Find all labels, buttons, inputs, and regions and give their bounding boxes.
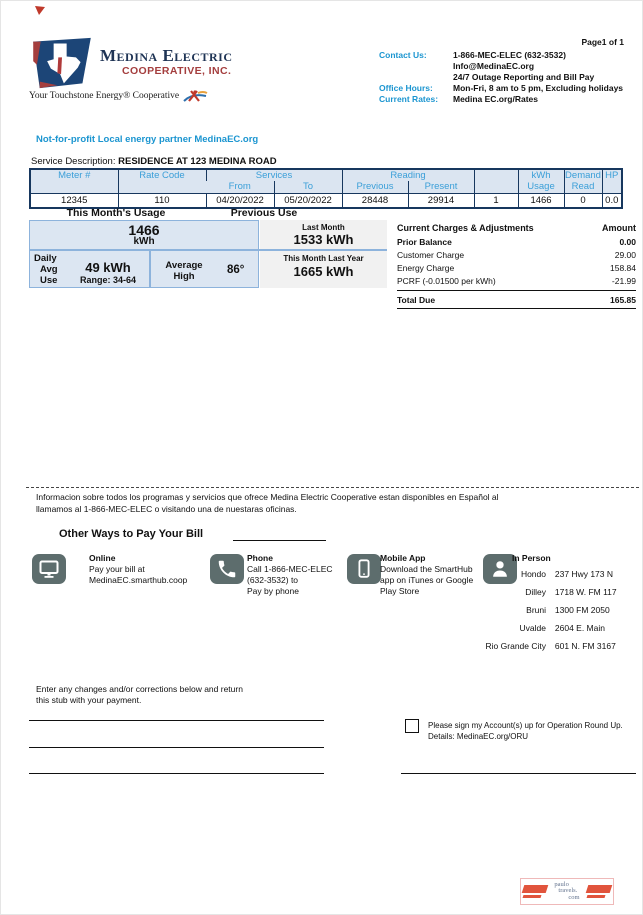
current-rates-value: Medina EC.org/Rates — [453, 94, 539, 104]
current-rates-label: Current Rates: — [379, 94, 439, 104]
previous-use-title: Previous Use — [230, 207, 298, 219]
mobile-app-method: Mobile App Download the SmartHub app on iTunes or Google Play Store — [380, 553, 474, 596]
last-year-value: 1665 kWh — [293, 264, 354, 279]
service-to: 05/20/2022 — [274, 194, 342, 208]
daily-label: Daily — [34, 253, 57, 264]
phone-icon — [216, 558, 238, 580]
charges-bottom-rule — [397, 308, 636, 309]
multiplier: 1 — [474, 194, 518, 208]
location-row: Hondo 237 Hwy 173 N — [520, 569, 614, 579]
phone-title: Phone — [247, 553, 273, 563]
operation-round-up-checkbox[interactable] — [405, 719, 419, 733]
col-meter: Meter # — [30, 169, 118, 194]
texas-emblem-icon — [29, 37, 95, 89]
last-month-value: 1533 kWh — [293, 232, 354, 247]
col-hp: HP — [602, 169, 622, 194]
charges-header-amount: Amount — [602, 223, 636, 233]
signature-line[interactable] — [401, 773, 636, 774]
correction-line-1[interactable] — [29, 720, 324, 721]
in-person-title: In Person — [512, 553, 551, 563]
col-multiplier — [474, 169, 518, 194]
contact-us-label: Contact Us: — [379, 50, 427, 60]
in-person-locations — [478, 564, 617, 654]
watermark-left-bars — [523, 885, 547, 898]
office-hours-label: Office Hours: — [379, 83, 433, 93]
online-tile — [32, 554, 66, 584]
col-previous: Previous — [342, 181, 408, 194]
tagline-text: Your Touchstone Energy® Cooperative — [29, 91, 180, 101]
average-high-label-2: High — [173, 271, 195, 282]
reading-previous: 28448 — [342, 194, 408, 208]
stub-instructions: Enter any changes and/or corrections below and return this stub with your payment. — [36, 684, 243, 705]
total-due-row — [397, 291, 636, 308]
col-present: Present — [408, 181, 474, 194]
charges-header — [397, 223, 636, 237]
location-row: Bruni 1300 FM 2050 — [526, 605, 610, 615]
service-from: 04/20/2022 — [206, 194, 274, 208]
total-due-amount: 165.85 — [610, 295, 636, 305]
contact-email: Info@MedinaEC.org — [453, 61, 535, 71]
operation-round-up-label: Please sign my Account(s) up for Operation Round Up. Details: MedinaEC.org/ORU — [428, 721, 623, 741]
location-row: Rio Grande City 601 N. FM 3167 — [485, 641, 616, 651]
location-row: Uvalde 2604 E. Main — [519, 623, 605, 633]
watermark-right-bars — [587, 885, 611, 898]
corner-mark-icon — [34, 5, 46, 16]
dashed-separator — [26, 487, 639, 488]
hp: 0.0 — [602, 194, 622, 208]
use-label: Use — [40, 275, 58, 286]
monitor-icon — [37, 557, 61, 581]
contact-outage: 24/7 Outage Reporting and Bill Pay — [453, 72, 595, 82]
col-to: To — [274, 181, 342, 194]
online-title: Online — [89, 553, 116, 563]
charge-row-pcrf: PCRF (-0.01500 per kWh) -21.99 — [397, 276, 636, 286]
touchstone-icon — [182, 89, 208, 103]
kwh-usage: 1466 — [518, 194, 564, 208]
correction-line-2[interactable] — [29, 747, 324, 748]
usage-kwh-value: 1466 — [128, 222, 160, 238]
col-from: From — [206, 181, 274, 194]
usage-divider-h — [29, 249, 387, 251]
daily-avg-value: 49 kWh — [85, 260, 131, 275]
smartphone-icon — [353, 558, 375, 580]
phone-tile — [210, 554, 244, 584]
watermark — [520, 878, 614, 905]
last-year-label: This Month Last Year — [283, 254, 364, 263]
location-row: Dilley 1718 W. FM 117 — [525, 587, 617, 597]
usage-divider-v — [149, 251, 151, 288]
correction-line-3[interactable] — [29, 773, 324, 774]
last-month-label: Last Month — [302, 223, 345, 232]
meter-table — [29, 168, 623, 209]
mobile-app-title: Mobile App — [380, 553, 426, 563]
not-for-profit-notice: Not-for-profit Local energy partner MedinaEC.org — [36, 134, 259, 145]
reading-present: 29914 — [408, 194, 474, 208]
total-due-label: Total Due — [397, 295, 436, 305]
mobile-app-tile — [347, 554, 381, 584]
page-number: Page1 of 1 — [581, 37, 624, 47]
col-demand-read: Demand Read — [565, 170, 601, 192]
rate-code: 110 — [118, 194, 206, 208]
touchstone-tagline — [29, 89, 208, 103]
logo-title: Medina Electric — [100, 46, 233, 65]
charges-panel — [397, 223, 636, 309]
avg-label: Avg — [40, 264, 58, 275]
spanish-notice: Informacion sobre todos los programas y servicios que ofrece Medina Electric Cooperative estan disponibles en Español al llamamos al 1-866-MEC-ELEC o visitando una de nuestaras oficinas. — [36, 492, 499, 514]
charge-row-customer-charge: Customer Charge 29.00 — [397, 250, 636, 260]
col-reading: Reading — [342, 169, 474, 181]
charges-header-label: Current Charges & Adjustments — [397, 223, 534, 233]
average-high-label-1: Average — [165, 260, 203, 271]
usage-kwh-unit: kWh — [133, 236, 155, 247]
charge-row-prior-balance: Prior Balance 0.00 — [397, 237, 636, 247]
charge-row-energy-charge: Energy Charge 158.84 — [397, 263, 636, 273]
daily-range: Range: 34-64 — [79, 275, 137, 285]
phone-method: Phone Call 1-866-MEC-ELEC (632-3532) to Pay by phone — [247, 553, 333, 596]
service-description — [31, 156, 277, 167]
col-kwh-usage: kWh Usage — [518, 169, 564, 194]
meter-row — [30, 194, 622, 208]
other-ways-title: Other Ways to Pay Your Bill — [59, 528, 204, 540]
service-description-label: Service Description: — [31, 156, 116, 167]
average-high-temp: 86° — [227, 264, 245, 276]
contact-phone: 1-866-MEC-ELEC (632-3532) — [453, 50, 566, 60]
this-month-usage-title: This Month's Usage — [66, 207, 166, 219]
title-rule — [233, 540, 326, 541]
watermark-text: paulo travels. com — [554, 880, 580, 901]
logo-subtitle: COOPERATIVE, INC. — [122, 65, 232, 77]
office-hours-value: Mon-Fri, 8 am to 5 pm, Excluding holidays — [453, 83, 624, 93]
service-description-value: RESIDENCE AT 123 MEDINA ROAD — [118, 156, 277, 167]
col-rate-code: Rate Code — [118, 169, 206, 194]
online-method: Online Pay your bill at MedinaEC.smarthub.coop — [89, 553, 188, 585]
meter-number: 12345 — [30, 194, 118, 208]
demand-read: 0 — [564, 194, 602, 208]
col-services: Services — [206, 169, 342, 181]
